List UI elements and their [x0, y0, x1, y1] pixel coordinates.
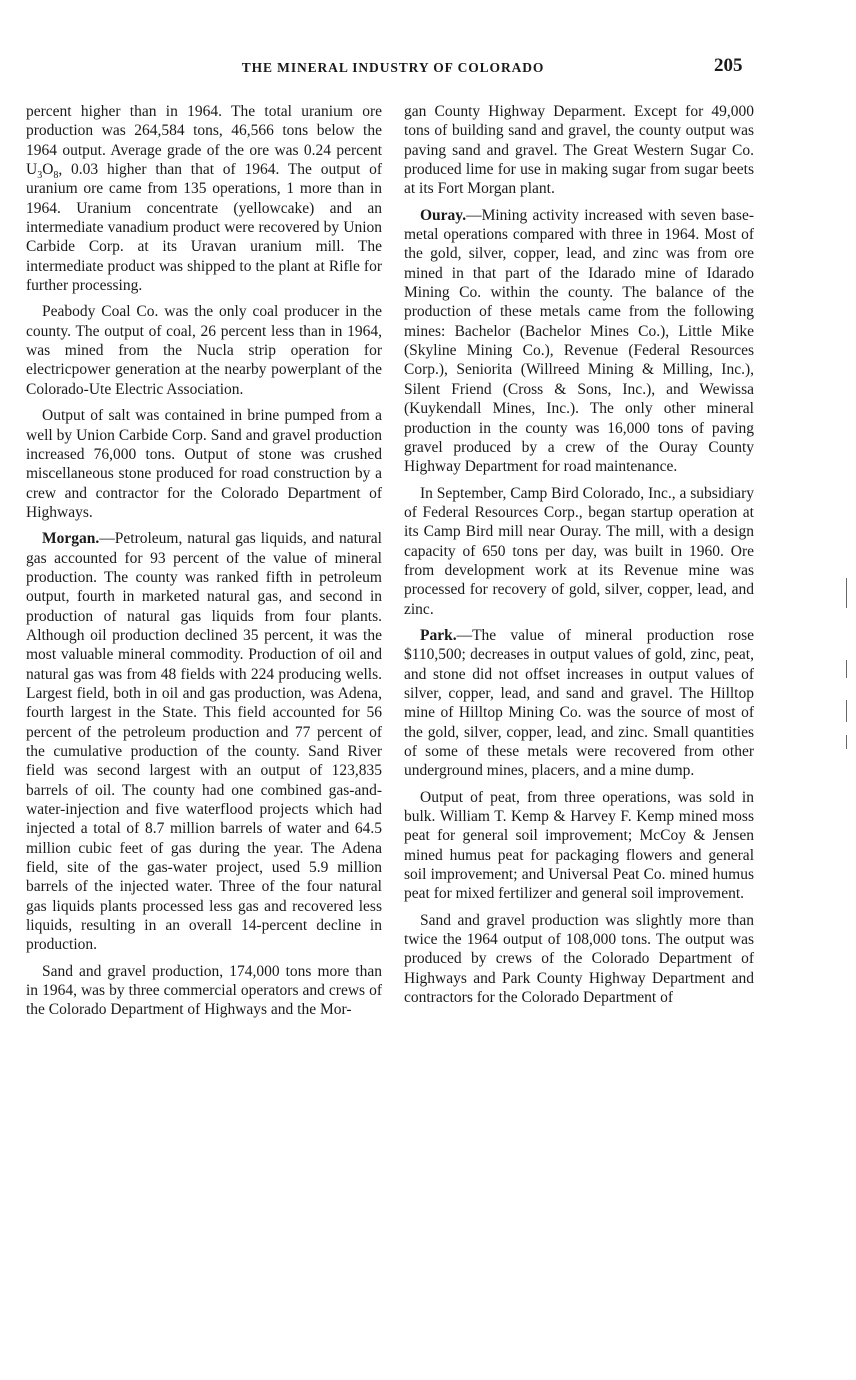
- section-heading-morgan: Morgan.: [42, 530, 100, 548]
- section-heading-park: Park.: [420, 626, 457, 644]
- formula-o: O: [42, 161, 54, 179]
- page-title: THE MINERAL INDUSTRY OF COLORADO: [241, 60, 545, 75]
- right-column: [404, 102, 754, 1014]
- paragraph-peat: Output of peat, from three operations, was sold in bulk. William T. Kemp & Harvey F. Kemp mined moss peat for general soil improvement; McCoy & Jensen mined humus peat for packaging flowers and general soil improvement; and Universal Peat Co. mined humus peat for mixed fertilizer and general soil improvement.: [404, 788, 754, 903]
- paragraph-camp-bird: In September, Camp Bird Colorado, Inc., a subsidiary of Federal Resources Corp., began startup operation at its Camp Bird mill near Ouray. The mill, with a design capacity of 650 tons per day, was built in 1960. Ore from development work at its Revenue mine was processed for recovery of gold, silver, copper, lead, and zinc.: [404, 484, 754, 618]
- margin-mark: [846, 735, 847, 749]
- paragraph-morgan-continued: gan County Highway Deparment. Except for 49,000 tons of building sand and gravel, the county output was paving sand and gravel. The Great Western Sugar Co. produced lime for use in making sugar from sugar beets at its Fort Morgan plant.: [404, 103, 754, 198]
- section-text: —The value of mineral production rose $110,500; decreases in output values of gold, zinc, peat, and stone did not offset increases in output values of silver, copper, lead, and sand and gravel. The Hilltop mine of Hilltop Mining Co. was the source of most of the gold, silver, copper, lead, and zinc. Small quantities of some of these metals were recovered from other underground mines, placers, and a mine dump.: [404, 626, 754, 780]
- formula-u-subscript: 3: [37, 170, 43, 182]
- paragraph-text: percent higher than in 1964. The total uranium ore production was 264,584 tons, 46,566 tons below the 1964 output. Average grade of the ore was 0.24 percent: [26, 103, 382, 159]
- section-morgan: [26, 529, 382, 955]
- formula-o-subscript: 8: [53, 170, 59, 182]
- section-text: —Petroleum, natural gas liquids, and natural gas accounted for 93 percent of the value of mineral production. The county was ranked fifth in petroleum output, fourth in marketed natural gas, and second in production of natural gas liquids from four plants. Although oil production declined 35 percent, it was the most valuable mineral commodity. Production of oil and natural gas was from 48 fields with 224 producing wells. Largest field, both in oil and gas production, was Adena, fourth largest in the State. This field accounted for 56 percent of the petroleum production and 77 percent of the cumulative production of the county. Sand River field was second largest with an output of 123,835 barrels of oil. The county had one combined gas-and-water-injection and five waterflood projects which had injected a total of 8.7 million barrels of water and 64.5 million cubic feet of gas during the year. The Adena field, site of the gas-water project, used 5.9 million barrels of the injected water. Three of the four natural gas liquids plants processed less gas and recovered less liquids, resulting in an overall 14-percent decline in production.: [26, 530, 382, 954]
- margin-mark: [846, 700, 847, 722]
- paragraph-sand-gravel-morgan: Sand and gravel production, 174,000 tons more than in 1964, was by three commercial operators and crews of the Colorado Department of Highways and the Mor-: [26, 962, 382, 1019]
- section-text: —Mining activity increased with seven base-metal operations compared with three in 1964. Most of the gold, silver, copper, lead, and zinc was from ore mined in that part of the Idarado mine of Idarado Mining Co. within the county. The balance of the production of these metals came from the following mines: Bachelor (Bachelor Mines Co.), Little Mike (Skyline Mining Co.), Revenue (Federal Resources Corp.), Seniorita (Willreed Mining & Milling, Inc.), Silent Friend (Cross & Sons, Inc.), and Wewissa (Kuykendall Mines, Inc.). The only other mineral production in the county was 16,000 tons of paving gravel produced by a crew of the Ouray County Highway Department for road maintenance.: [404, 206, 754, 476]
- page-number: 205: [714, 55, 743, 76]
- margin-mark: [846, 578, 847, 608]
- margin-mark: [846, 660, 847, 678]
- paragraph-text: , 0.03 higher than that of 1964. The output of uranium ore came from 135 operations, 1 more than in 1964. Uranium concentrate (yellowcake) and an intermediate vanadium product were recovered by Union Carbide Corp. at its Uravan uranium mill. The intermediate product was shipped to the plant at Rifle for further processing.: [26, 161, 382, 295]
- paragraph-coal: Peabody Coal Co. was the only coal producer in the county. The output of coal, 26 percent less than in 1964, was mined from the Nucla strip operation for electricpower generation at the nearby powerplant of the Colorado-Ute Electric Association.: [26, 303, 382, 398]
- paragraph-uranium: [26, 102, 382, 295]
- formula-u: U: [26, 161, 38, 179]
- left-column: [26, 102, 382, 1027]
- paragraph-salt: Output of salt was contained in brine pumped from a well by Union Carbide Corp. Sand and gravel production increased 76,000 tons. Output of stone was crushed miscellaneous stone produced for road construction by a crew and contractor for the Colorado Department of Highways.: [26, 407, 382, 521]
- section-heading-ouray: Ouray.: [420, 206, 467, 224]
- section-park: [404, 626, 754, 781]
- section-ouray: [404, 206, 754, 477]
- paragraph-sand-gravel-park: Sand and gravel production was slightly more than twice the 1964 output of 108,000 tons. The output was produced by crews of the Colorado Department of Highways and Park County Highway Department and contractors for the Colorado Department of: [404, 911, 754, 1007]
